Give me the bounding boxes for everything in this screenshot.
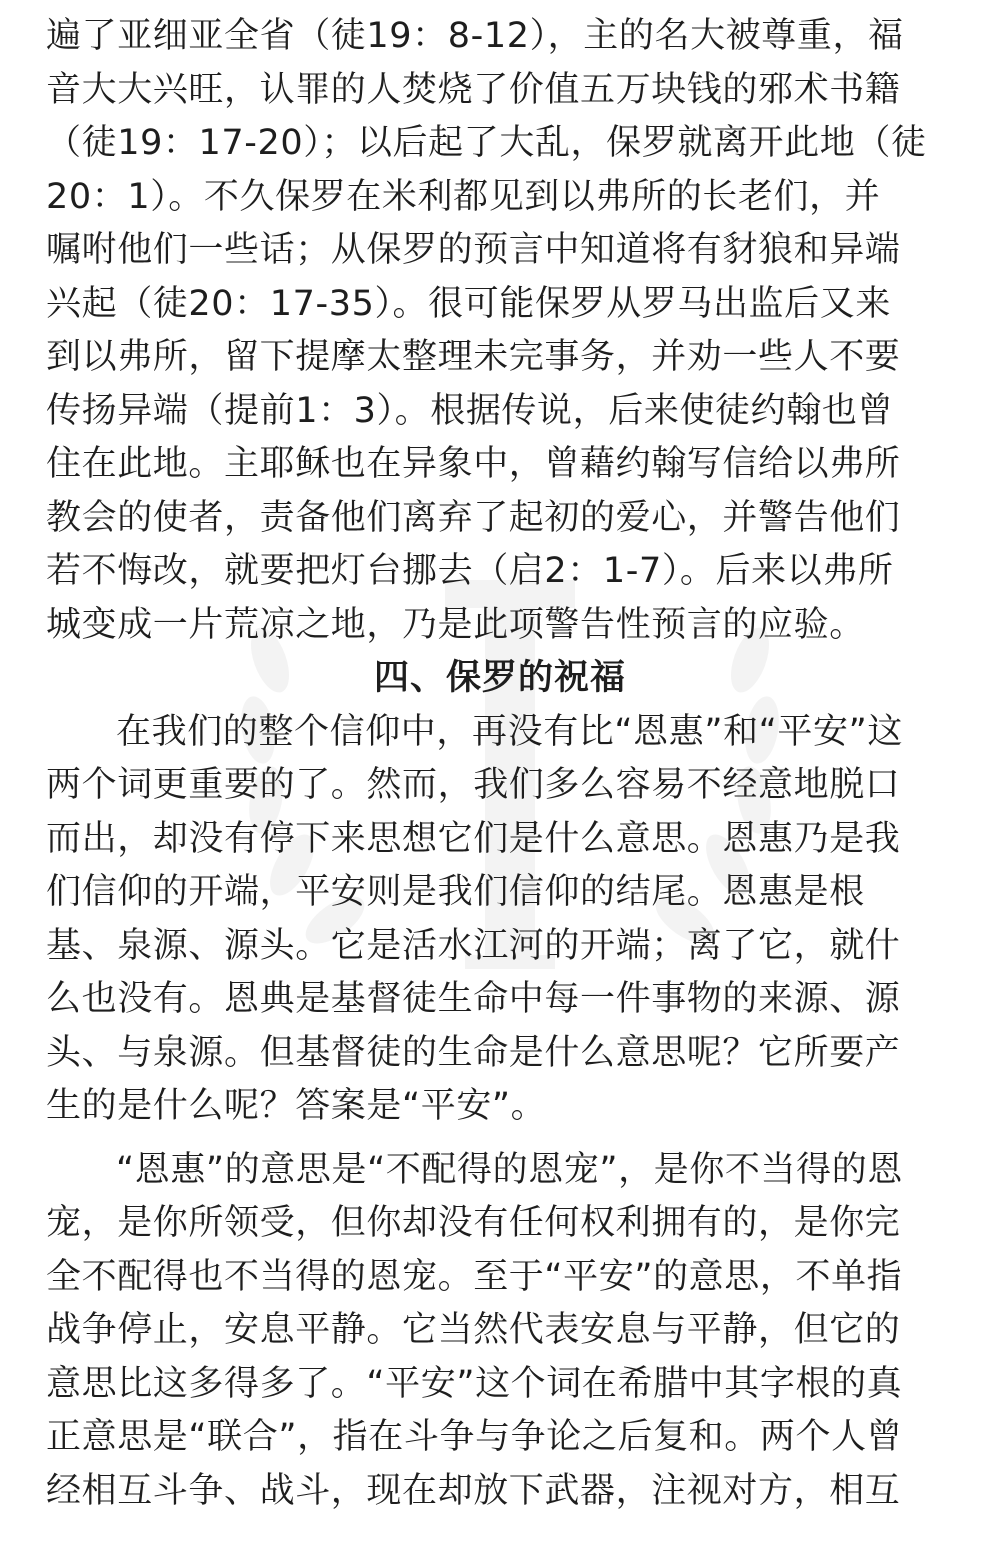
text-line: 意思比这多得多了。“平安”这个词在希腊中其字根的真 [46, 1363, 903, 1404]
text-line: 教会的使者，责备他们离弃了起初的爱心，并警告他们 [46, 497, 901, 538]
text-line: 全不配得也不当得的恩宠。至于“平安”的意思，不单指 [46, 1256, 903, 1297]
text-line: 嘱咐他们一些话；从保罗的预言中知道将有豺狼和异端 [46, 230, 901, 270]
text-line: 经相互斗争、战斗，现在却放下武器，注视对方，相互 [46, 1470, 901, 1511]
text-line: 么也没有。恩典是基督徒生命中每一件事物的来源、源 [46, 979, 901, 1019]
text-line: 若不悔改，就要把灯台挪去（启2：1-7）。后来以弗所 [46, 551, 894, 591]
text-line: 城变成一片荒凉之地，乃是此项警告性预言的应验。 [46, 604, 865, 645]
paragraph-1 [46, 10, 946, 652]
text-line: 到以弗所，留下提摩太整理未完事务，并劝一些人不要 [46, 337, 901, 377]
text-line: 兴起（徒20：17-35）。很可能保罗从罗马出监后又来 [46, 283, 891, 324]
text-line: 正意思是“联合”，指在斗争与争论之后复和。两个人曾 [46, 1417, 903, 1457]
section-heading: 四、保罗的祝福 [373, 658, 626, 698]
text-line: 们信仰的开端，平安则是我们信仰的结尾。恩惠是根 [46, 872, 865, 912]
text-line: 在我们的整个信仰中，再没有比“恩惠”和“平安”这 [116, 711, 903, 752]
text-line: （徒19：17-20）；以后起了大乱，保罗就离开此地（徒 [46, 123, 927, 163]
text-line: 宠，是你所领受，但你却没有任何权利拥有的，是你完 [46, 1203, 901, 1243]
text-line: 基、泉源、源头。它是活水江河的开端；离了它，就什 [46, 925, 901, 966]
text-line: 住在此地。主耶稣也在异象中，曾藉约翰写信给以弗所 [46, 444, 901, 484]
paragraph-gap [46, 1134, 946, 1144]
text-line: 两个词更重要的了。然而，我们多么容易不经意地脱口 [46, 765, 901, 805]
text-line: 20：1）。不久保罗在米利都见到以弗所的长老们，并 [46, 176, 881, 217]
paragraph-2 [46, 706, 946, 1134]
text-line: 头、与泉源。但基督徒的生命是什么意思呢？它所要产 [46, 1032, 901, 1073]
text-line: 而出，却没有停下来思想它们是什么意思。恩惠乃是我 [46, 818, 901, 859]
text-line: 传扬异端（提前1：3）。根据传说，后来使徒约翰也曾 [46, 390, 894, 431]
text-line: 音大大兴旺，认罪的人焚烧了价值五万块钱的邪术书籍 [46, 69, 901, 110]
text-line: 生的是什么呢？答案是“平安”。 [46, 1086, 547, 1126]
text-line: 遍了亚细亚全省（徒19：8-12），主的名大被尊重，福 [46, 16, 904, 56]
document-page [46, 10, 946, 1518]
text-line: 战争停止，安息平静。它当然代表安息与平静，但它的 [46, 1310, 901, 1350]
text-line: “恩惠”的意思是“不配得的恩宠”，是你不当得的恩 [116, 1149, 903, 1190]
paragraph-3 [46, 1144, 946, 1519]
